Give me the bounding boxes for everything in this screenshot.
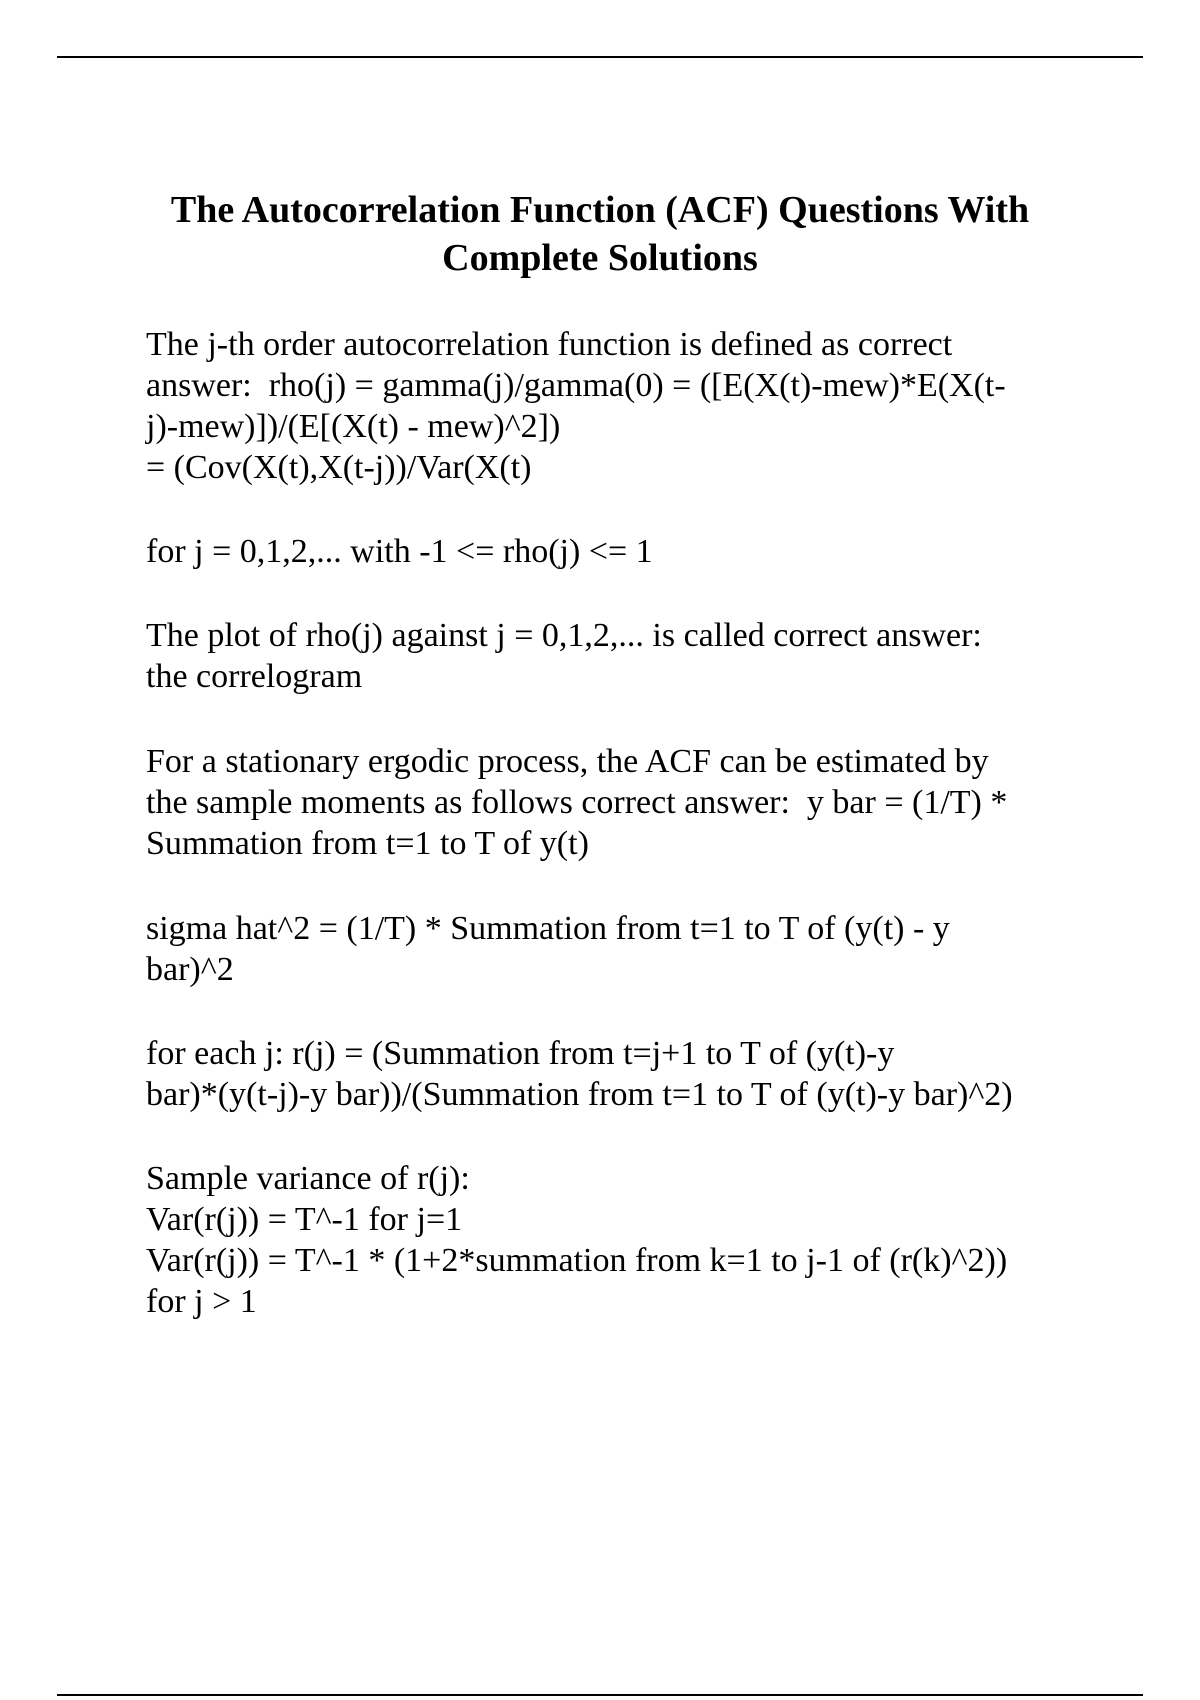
text-line: j)-mew)])/(E[(X(t) - mew)^2]) bbox=[146, 408, 561, 445]
title-line: The Autocorrelation Function (ACF) Questions With bbox=[170, 189, 1030, 231]
text-line: Summation from t=1 to T of y(t) bbox=[146, 825, 589, 862]
text-line: The j-th order autocorrelation function is defined as correct bbox=[146, 326, 953, 363]
correlogram-paragraph bbox=[146, 615, 1106, 697]
text-line: bar)^2 bbox=[146, 951, 234, 988]
title-line: Complete Solutions bbox=[442, 237, 758, 279]
acf-definition-paragraph bbox=[146, 324, 1106, 488]
text-line: the correlogram bbox=[146, 658, 363, 695]
text-line: the sample moments as follows correct answer: y bar = (1/T) * bbox=[146, 784, 1008, 821]
text-line: For a stationary ergodic process, the ACF can be estimated by bbox=[146, 743, 989, 780]
text-line: sigma hat^2 = (1/T) * Summation from t=1 to T of (y(t) - y bbox=[146, 910, 950, 947]
text-line: for j > 1 bbox=[146, 1283, 257, 1320]
sample-variance-paragraph bbox=[146, 1158, 1106, 1322]
document-title bbox=[100, 186, 1100, 282]
text-line: The plot of rho(j) against j = 0,1,2,... is called correct answer: bbox=[146, 617, 982, 654]
text-line: Sample variance of r(j): bbox=[146, 1160, 470, 1197]
text-line: = (Cov(X(t),X(t-j))/Var(X(t) bbox=[146, 449, 532, 486]
footer-divider bbox=[57, 1694, 1143, 1696]
header-divider bbox=[57, 56, 1143, 58]
text-line: bar)*(y(t-j)-y bar))/(Summation from t=1 to T of (y(t)-y bar)^2) bbox=[146, 1076, 1013, 1113]
acf-range-paragraph bbox=[146, 531, 1106, 572]
text-line: Var(r(j)) = T^-1 for j=1 bbox=[146, 1201, 463, 1238]
text-line: answer: rho(j) = gamma(j)/gamma(0) = ([E(X(t)-mew)*E(X(t- bbox=[146, 367, 1006, 404]
text-line: Var(r(j)) = T^-1 * (1+2*summation from k=1 to j-1 of (r(k)^2)) bbox=[146, 1242, 1008, 1279]
sample-moments-paragraph bbox=[146, 741, 1106, 864]
sigma-hat-paragraph bbox=[146, 908, 1106, 990]
r-j-paragraph bbox=[146, 1033, 1106, 1115]
text-line: for j = 0,1,2,... with -1 <= rho(j) <= 1 bbox=[146, 533, 653, 570]
text-line: for each j: r(j) = (Summation from t=j+1 to T of (y(t)-y bbox=[146, 1035, 895, 1072]
